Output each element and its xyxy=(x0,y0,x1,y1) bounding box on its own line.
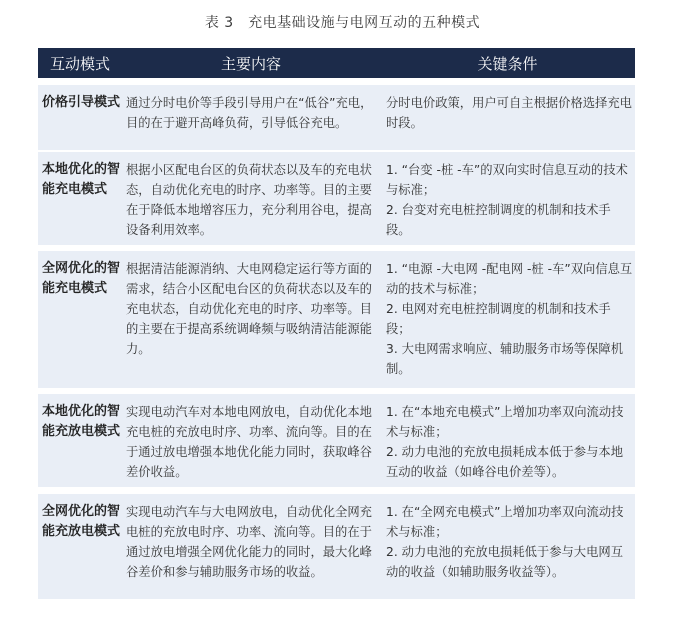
conditions-cell xyxy=(386,93,633,133)
condition-item: 2. 电网对充电桩控制调度的机制和技术手段； xyxy=(386,302,611,336)
content-cell: 根据小区配电台区的负荷状态以及车的充电状态，自动优化充电的时序、功率等。目的主要在于降低本地增容压力，充分利用谷电，提高设备利用效率。 xyxy=(126,163,372,237)
conditions-cell xyxy=(386,259,633,379)
table-row xyxy=(38,394,635,487)
conditions-cell xyxy=(386,160,633,240)
condition-item: 1. “台变 -桩 -车”的双向实时信息互动的技术与标准； xyxy=(386,163,628,197)
table-row xyxy=(38,85,635,150)
mode-cell: 本地优化的智能充放电模式 xyxy=(42,404,121,439)
header-conditions: 关键条件 xyxy=(477,54,538,73)
table-row xyxy=(38,251,635,388)
mode-cell: 本地优化的智能充电模式 xyxy=(42,162,121,197)
mode-cell: 全网优化的智能充电模式 xyxy=(42,261,121,296)
mode-cell: 全网优化的智能充放电模式 xyxy=(42,504,121,539)
condition-item: 2. 台变对充电桩控制调度的机制和技术手段。 xyxy=(386,203,611,237)
condition-item: 2. 动力电池的充放电损耗成本低于参与本地互动的收益（如峰谷电价差等）。 xyxy=(386,445,623,479)
modes-table xyxy=(38,48,635,579)
header-content: 主要内容 xyxy=(220,54,281,73)
table-row xyxy=(38,494,635,599)
content-cell: 根据清洁能源消纳、大电网稳定运行等方面的需求，结合小区配电台区的负荷状态以及车的充电状态，自动优化充电的时序、功率等。目的主要在于提高系统调峰频与吸纳清洁能源能力。 xyxy=(126,262,372,356)
mode-cell: 价格引导模式 xyxy=(42,95,121,110)
table-header xyxy=(38,48,635,78)
table-row xyxy=(38,152,635,245)
condition-item: 分时电价政策，用户可自主根据价格选择充电时段。 xyxy=(386,96,632,130)
content-cell: 实现电动汽车对本地电网放电，自动优化本地充电桩的充放电时序、功率、流向等。目的在于通过放电增强本地优化能力同时，获取峰谷差价收益。 xyxy=(126,405,372,479)
condition-item: 1. “电源 -大电网 -配电网 -桩 -车”双向信息互动的技术与标准； xyxy=(386,262,633,296)
condition-item: 1. 在“全网充电模式”上增加功率双向流动技术与标准； xyxy=(386,505,624,539)
content-cell: 实现电动汽车与大电网放电，自动优化全网充电桩的充放电时序、功率、流向等。目的在于通过放电增强全网优化能力的同时，最大化峰谷差价和参与辅助服务市场的收益。 xyxy=(126,505,372,579)
condition-item: 3. 大电网需求响应、辅助服务市场等保障机制。 xyxy=(386,342,623,376)
content-cell: 通过分时电价等手段引导用户在“低谷”充电，目的在于避开高峰负荷，引导低谷充电。 xyxy=(126,96,373,130)
conditions-cell xyxy=(386,402,633,482)
condition-item: 2. 动力电池的充放电损耗低于参与大电网互动的收益（如辅助服务收益等）。 xyxy=(386,545,623,579)
conditions-cell xyxy=(386,502,633,582)
table-caption: 表 3 充电基础设施与电网互动的五种模式 xyxy=(204,15,481,31)
condition-item: 1. 在“本地充电模式”上增加功率双向流动技术与标准； xyxy=(386,405,624,439)
header-mode: 互动模式 xyxy=(49,54,110,73)
